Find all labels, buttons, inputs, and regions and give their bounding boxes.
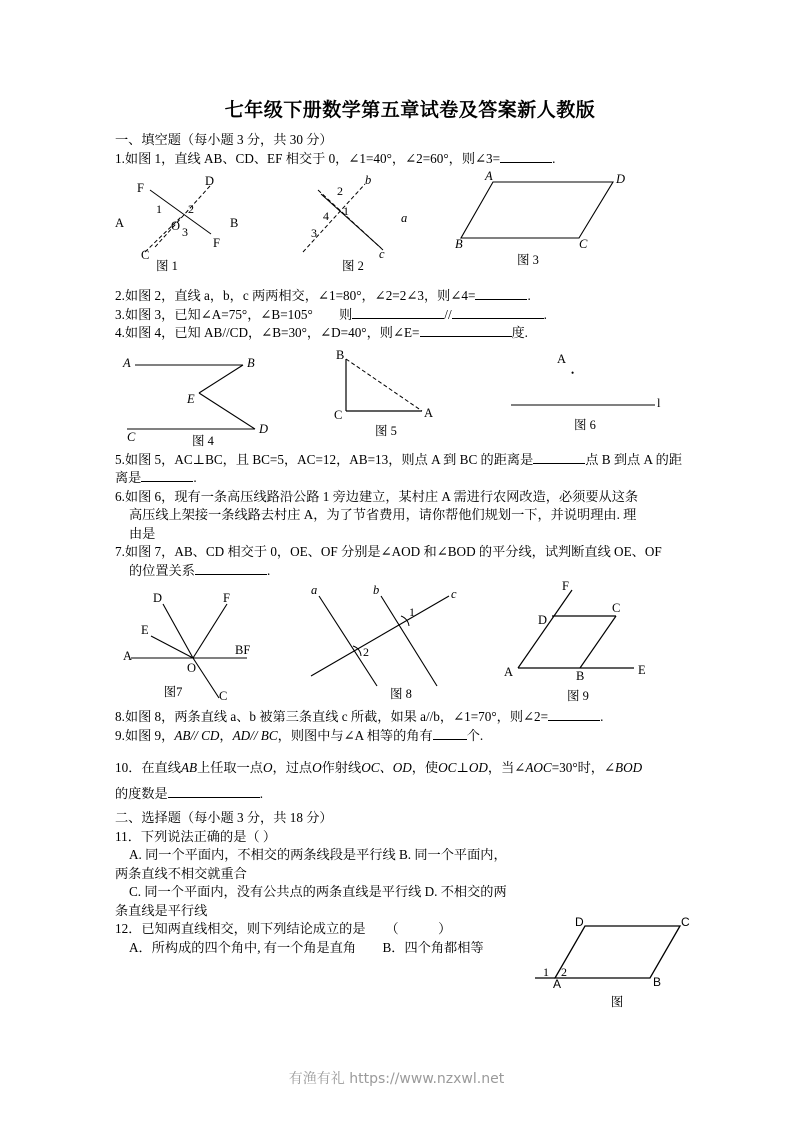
figure-9-label-A: A (504, 665, 514, 679)
question-10-text-a: 10．在直线 (115, 760, 181, 775)
question-1-text: 1.如图 1，直线 AB、CD、EF 相交于 0，∠1=40°，∠2=60°，则∠3= (115, 150, 501, 166)
figure-1 (115, 172, 255, 273)
question-10-text-e: ，使 (411, 760, 439, 775)
figure-10-label-A: A (553, 977, 562, 991)
figure-1-label-B: B (230, 216, 239, 230)
figure-3-label-D: D (616, 172, 626, 186)
question-5-text: 5.如图 5，AC⊥BC，且 BC=5，AC=12，AB=13，则点 A 到 BC 的距离是 (115, 451, 534, 467)
figure-6-caption: 图 6 (574, 417, 596, 432)
question-2-text: 2.如图 2，直线 a，b，c 两两相交，∠1=80°，∠2=2∠3，则∠4= (115, 288, 476, 303)
question-5-tail: . (193, 470, 197, 485)
question-10-ital-AB: AB (180, 760, 198, 775)
question-3-text: 3.如图 3，已知∠A=75°，∠B=105° 则 (115, 306, 353, 322)
figure-4-label-D: D (259, 421, 269, 436)
question-4-text: 4.如图 4，已知 AB//CD，∠B=30°，∠D=40°，则∠E= (115, 325, 420, 340)
question-5-text-c: 离是 (115, 470, 142, 485)
figure-1-caption: 图 1 (156, 259, 178, 273)
figure-2-angle-1: 1 (343, 204, 349, 218)
figure-6 (497, 347, 672, 443)
figure-1-label-D: D (205, 174, 215, 188)
question-3-parallel-symbol: // (444, 306, 452, 322)
question-3-tail: . (543, 306, 547, 322)
question-6-cont-1: 高压线上架接一条线路去村庄 A，为了节省费用，请你帮他们规划一下，并说明理由. 理 (129, 507, 637, 522)
answer-blank[interactable] (500, 162, 552, 163)
figure-3 (455, 170, 640, 270)
figure-3-caption: 图 3 (517, 253, 539, 267)
question-9-text: 9.如图 9， (115, 727, 175, 743)
question-10-ital-perp: OC⊥OD (438, 760, 488, 775)
answer-blank[interactable] (548, 720, 600, 721)
figure-1-label-F-top: F (137, 181, 144, 195)
figure-row-3 (115, 580, 685, 708)
figure-4-label-A: A (123, 355, 131, 370)
question-7-tail: . (266, 562, 271, 578)
figure-7-label-C: C (219, 689, 228, 703)
question-9 (115, 727, 685, 746)
question-9-ital-2: AD// BC (232, 727, 278, 743)
footer-watermark: 有渔有礼 https://www.nzxwl.net (288, 1071, 505, 1087)
figure-9-label-F: F (562, 579, 569, 593)
figure-9-label-C: C (612, 601, 621, 615)
figure-6-label-A: A (557, 351, 567, 366)
question-2 (115, 287, 685, 306)
question-11-option-d-cont[interactable]: 条直线是平行线 (115, 902, 208, 918)
figure-7-label-BF: BF (235, 643, 251, 657)
question-10-text-h: 的度数是 (115, 786, 168, 801)
question-10-text-g: =30°时，∠ (551, 760, 616, 775)
figure-8-angle-1: 1 (409, 605, 415, 619)
question-5-cont (115, 469, 685, 488)
figure-4-label-C: C (127, 429, 136, 444)
question-8 (115, 708, 685, 727)
figure-1-angle-3: 3 (182, 225, 188, 239)
figure-7 (123, 586, 283, 704)
figure-9-label-D: D (538, 613, 548, 627)
figure-8-label-c: c (451, 587, 457, 601)
question-4-tail: 度. (511, 325, 528, 340)
answer-blank[interactable] (475, 299, 527, 300)
figure-2-angle-2: 2 (337, 184, 343, 198)
question-4 (115, 324, 685, 343)
figure-10-label-D: D (575, 915, 584, 929)
question-11: 11．下列说法正确的是（ ） (115, 828, 277, 844)
answer-blank[interactable] (533, 463, 585, 464)
figure-2-label-b: b (365, 173, 372, 187)
figure-5-label-C: C (334, 407, 343, 422)
figure-5-label-B: B (336, 347, 345, 362)
figure-5 (330, 347, 450, 443)
question-12: 12．已知两直线相交，则下列结论成立的是 （ ） (115, 921, 452, 936)
question-3 (115, 306, 685, 325)
figure-10-label-B: B (653, 975, 662, 989)
figure-8-label-b: b (373, 583, 380, 597)
question-6: 6.如图 6，现有一条高压线路沿公路 1 旁边建立，某村庄 A 需进行农网改造，必须要从这条 (115, 488, 639, 504)
figure-2-caption: 图 2 (342, 259, 364, 273)
question-1 (115, 150, 685, 169)
figure-4 (121, 349, 286, 448)
figure-1-label-F-bottom: F (213, 236, 220, 250)
answer-blank[interactable] (141, 481, 193, 482)
question-9-ital-1: AB// CD (174, 727, 220, 743)
question-10-cont (115, 779, 685, 809)
figure-3-label-C: C (579, 237, 588, 251)
figure-2-angle-3: 3 (311, 226, 317, 240)
question-10-ital-OCOD: OC、OD (361, 760, 412, 775)
figure-6-point-marker: • (571, 367, 575, 378)
figure-2 (293, 172, 423, 273)
figure-3-label-B: B (455, 237, 463, 251)
figure-1-angle-1: 1 (156, 202, 162, 216)
question-11-option-b-cont[interactable]: 两条直线不相交就重合 (115, 865, 247, 881)
figure-7-label-D: D (153, 591, 163, 605)
answer-blank[interactable] (420, 336, 512, 337)
question-8-tail: . (600, 709, 604, 724)
question-12-options[interactable]: A．所构成的四个角中, 有一个角是直角 B．四个角都相等 (129, 939, 484, 955)
answer-blank[interactable] (195, 574, 267, 575)
question-5 (115, 451, 685, 470)
question-9-text-b: ，则图中与∠A 相等的角有 (277, 727, 433, 743)
question-11-option-c[interactable]: C. 同一个平面内，没有公共点的两条直线是平行线 D. 不相交的两 (129, 884, 507, 899)
question-6-cont-2: 由是 (129, 525, 156, 541)
figure-4-label-B: B (247, 355, 255, 370)
question-2-tail: . (527, 288, 531, 303)
figure-7-label-F: F (223, 591, 230, 605)
figure-10-angle-1: 1 (543, 965, 549, 979)
figure-9-caption: 图 9 (567, 689, 589, 703)
question-10-ital-AOC: AOC (525, 760, 552, 775)
question-10-text-c: ，过点 (272, 760, 313, 775)
figure-9 (500, 580, 675, 706)
question-1-tail: . (552, 150, 556, 166)
figure-row-2 (115, 343, 685, 451)
question-10-ital-BOD: BOD (615, 760, 643, 775)
answer-blank[interactable] (452, 318, 544, 319)
figure-10-label-C: C (681, 915, 690, 929)
figure-1-label-A: A (115, 216, 125, 230)
question-7-cont (115, 562, 685, 581)
figure-4-label-E: E (187, 391, 195, 406)
question-11-option-a[interactable]: A. 同一个平面内，不相交的两条线段是平行线 B. 同一个平面内， (129, 847, 507, 862)
figure-5-label-A: A (424, 405, 434, 420)
question-8-text: 8.如图 8，两条直线 a、b 被第三条直线 c 所截，如果 a//b，∠1=70°，则∠2= (115, 709, 549, 724)
figure-8-caption: 图 8 (390, 687, 412, 701)
question-10-tail: . (259, 786, 264, 801)
question-10-text-b: 上任取一点 (197, 760, 263, 775)
answer-blank[interactable] (168, 797, 260, 798)
figure-row-1 (115, 168, 685, 280)
figure-2-angle-4: 4 (323, 209, 329, 223)
question-10-text-d: 作射线 (321, 760, 362, 775)
section-two-heading: 二、选择题（每小题 3 分，共 18 分） (115, 810, 333, 825)
figure-7-label-E: E (141, 623, 149, 637)
figure-9-label-E: E (638, 663, 646, 677)
question-5-text-b: 点 B 到点 A 的距 (585, 451, 683, 467)
figure-1-label-C: C (141, 248, 150, 262)
figure-2-label-c: c (379, 247, 385, 261)
question-9-tail: 个. (466, 727, 484, 743)
figure-5-caption: 图 5 (375, 423, 397, 438)
question-10-ital-O2: O (312, 760, 322, 775)
figure-4-caption: 图 4 (192, 433, 214, 448)
figure-2-label-a: a (401, 211, 408, 225)
figure-1-angle-2: 2 (188, 202, 194, 216)
figure-8-angle-2: 2 (363, 645, 369, 659)
answer-blank[interactable] (352, 318, 444, 319)
figure-6-label-l: l (657, 395, 661, 410)
figure-8-label-a: a (311, 583, 318, 597)
answer-blank[interactable] (433, 739, 467, 740)
question-10 (115, 757, 685, 779)
figure-1-label-O: O (171, 219, 181, 233)
figure-10-angle-2: 2 (561, 965, 567, 979)
figure-3-label-A: A (485, 169, 493, 183)
figure-8 (305, 582, 475, 704)
question-9-comma: ， (219, 727, 233, 743)
figure-10 (535, 908, 710, 1020)
section-one-heading: 一、填空题（每小题 3 分，共 30 分） (115, 132, 333, 147)
figure-10-caption: 图 (610, 995, 624, 1009)
question-7: 7.如图 7，AB、CD 相交于 0，OE、OF 分别是∠AOD 和∠BOD 的平分线，试判断直线 OE、OF (115, 544, 662, 559)
document-body (115, 95, 685, 957)
question-10-text-f: ，当∠ (487, 760, 526, 775)
figure-7-caption: 图7 (163, 685, 183, 699)
page-title: 七年级下册数学第五章试卷及答案新人教版 (224, 100, 596, 121)
figure-9-label-B: B (576, 669, 585, 683)
question-7-text-b: 的位置关系 (129, 562, 195, 578)
figure-7-label-A: A (123, 649, 133, 663)
question-10-ital-O1: O (263, 760, 273, 775)
figure-7-label-O: O (187, 661, 197, 675)
